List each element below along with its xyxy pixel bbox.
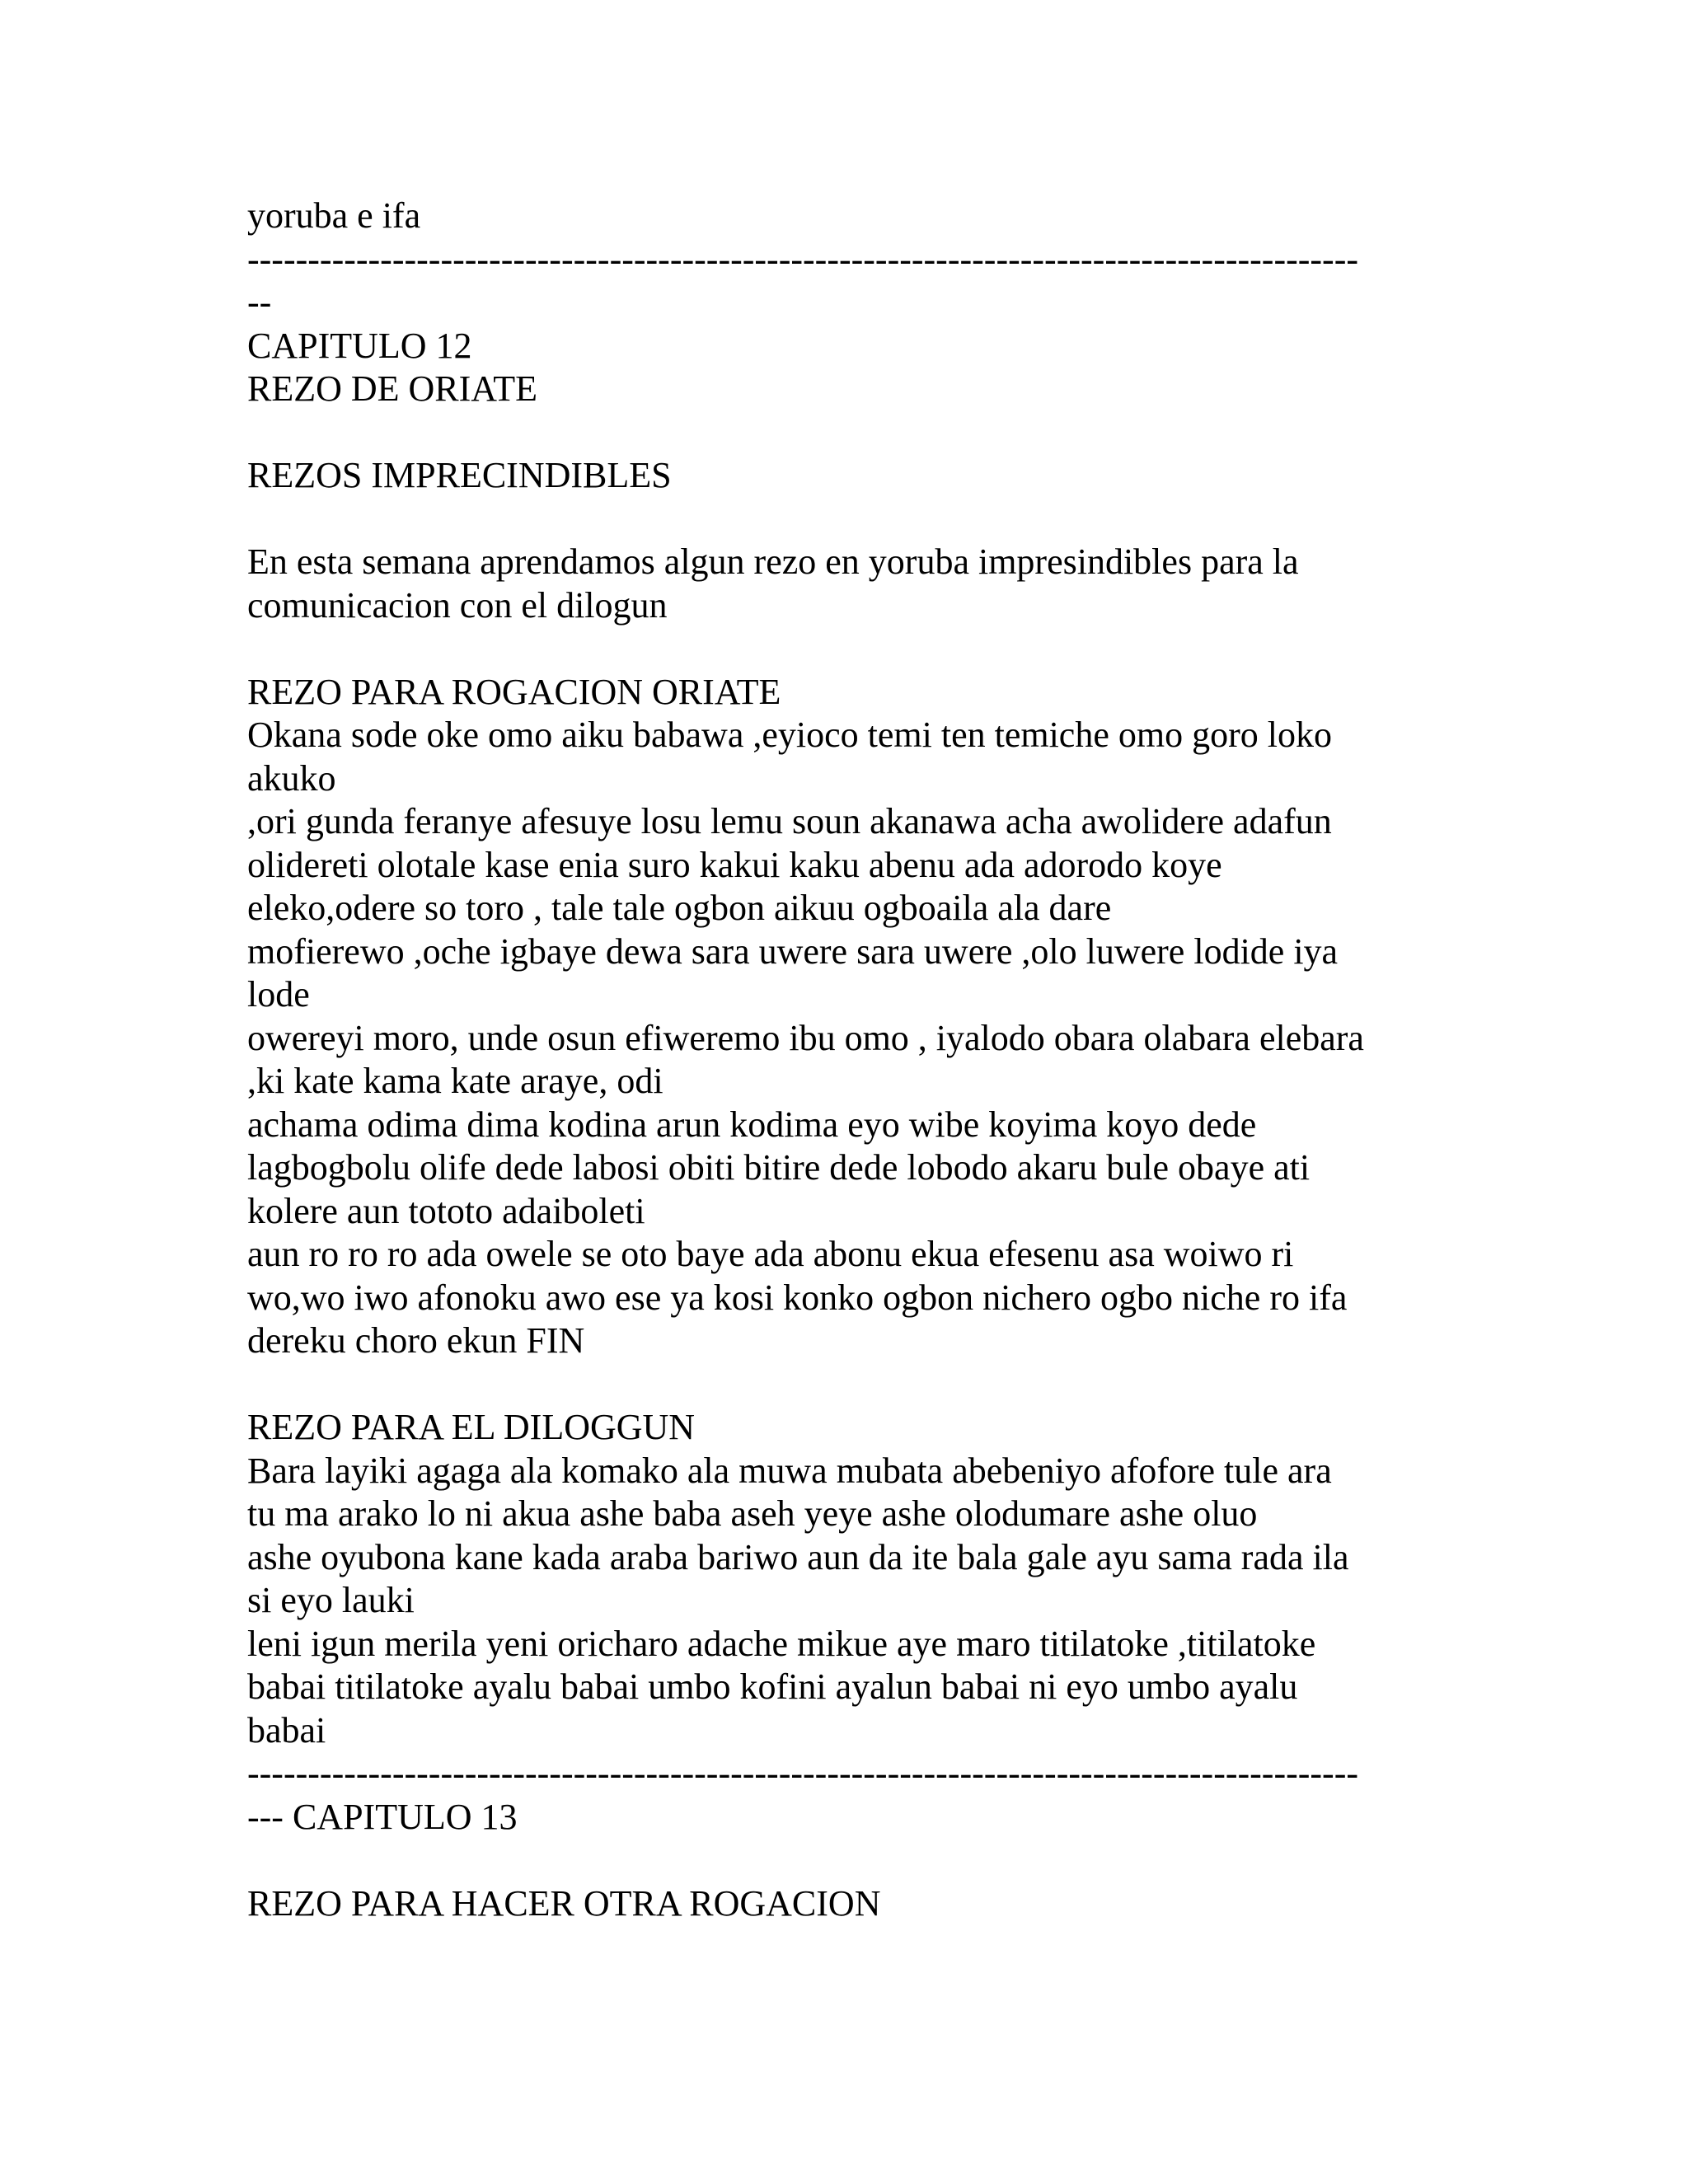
text-line: En esta semana aprendamos algun rezo en yoruba impresindibles para la bbox=[247, 541, 1299, 582]
section-heading: REZO PARA HACER OTRA ROGACION bbox=[247, 1882, 881, 1924]
blank-line bbox=[247, 1839, 1442, 1882]
text-line: ,ki kate kama kate araye, odi bbox=[247, 1061, 663, 1101]
text-line: akuko bbox=[247, 757, 336, 799]
section-heading: REZO DE ORIATE bbox=[247, 368, 537, 409]
text-line: si eyo lauki bbox=[247, 1580, 415, 1620]
text-line: Okana sode oke omo aiku babawa ,eyioco temi ten temiche omo goro loko bbox=[247, 715, 1332, 755]
text-line: aun ro ro ro ada owele se oto baye ada abonu ekua efesenu asa woiwo ri bbox=[247, 1234, 1294, 1274]
text-line: ,ori gunda feranye afesuye losu lemu soun akanawa acha awolidere adafun bbox=[247, 801, 1332, 841]
divider-line: -- bbox=[247, 282, 272, 322]
text-line: babai titilatoke ayalu babai umbo kofini ayalun babai ni eyo umbo ayalu bbox=[247, 1666, 1298, 1707]
divider-line: -------------------------------------------------------------------------------------------- bbox=[247, 1753, 1359, 1793]
chapter-heading: --- CAPITULO 13 bbox=[247, 1796, 518, 1837]
text-line: kolere aun tototo adaiboleti bbox=[247, 1190, 645, 1231]
text-line: owereyi moro, unde osun efiweremo ibu omo , iyalodo obara olabara elebara bbox=[247, 1017, 1364, 1058]
blank-line bbox=[247, 627, 1442, 671]
section-heading: REZO PARA EL DILOGGUN bbox=[247, 1407, 696, 1447]
text-line: mofierewo ,oche igbaye dewa sara uwere sara uwere ,olo luwere lodide iya bbox=[247, 930, 1339, 972]
section-heading: REZO PARA ROGACION ORIATE bbox=[247, 671, 781, 712]
blank-line bbox=[247, 411, 1442, 455]
text-line: babai bbox=[247, 1709, 326, 1750]
text-line: comunicacion con el dilogun bbox=[247, 584, 668, 626]
text-line: tu ma arako lo ni akua ashe baba aseh yeye ashe olodumare ashe oluo bbox=[247, 1493, 1258, 1534]
text-line: eleko,odere so toro , tale tale ogbon aikuu ogboaila ala dare bbox=[247, 888, 1112, 928]
text-line: olidereti olotale kase enia suro kakui kaku abenu ada adorodo koye bbox=[247, 844, 1222, 885]
text-line: ashe oyubona kane kada araba bariwo aun da ite bala gale ayu sama rada ila bbox=[247, 1536, 1349, 1577]
text-line: yoruba e ifa bbox=[247, 195, 421, 236]
divider-line: -------------------------------------------------------------------------------------------- bbox=[247, 238, 1359, 279]
blank-line bbox=[247, 498, 1442, 541]
text-line: lagbogbolu olife dede labosi obiti bitire dede lobodo akaru bule obaye ati bbox=[247, 1147, 1311, 1188]
chapter-heading: CAPITULO 12 bbox=[247, 325, 472, 366]
text-line: achama odima dima kodina arun kodima eyo wibe koyima koyo dede bbox=[247, 1104, 1257, 1145]
text-line: Bara layiki agaga ala komako ala muwa mubata abebeniyo afofore tule ara bbox=[247, 1450, 1332, 1491]
text-line: dereku choro ekun FIN bbox=[247, 1320, 585, 1361]
text-line: lode bbox=[247, 974, 310, 1015]
text-line: leni igun merila yeni oricharo adache mikue aye maro titilatoke ,titilatoke bbox=[247, 1623, 1316, 1664]
section-heading: REZOS IMPRECINDIBLES bbox=[247, 455, 672, 495]
document-text bbox=[247, 194, 1442, 1925]
blank-line bbox=[247, 1363, 1442, 1407]
text-line: wo,wo iwo afonoku awo ese ya kosi konko ogbon nichero ogbo niche ro ifa bbox=[247, 1277, 1348, 1318]
